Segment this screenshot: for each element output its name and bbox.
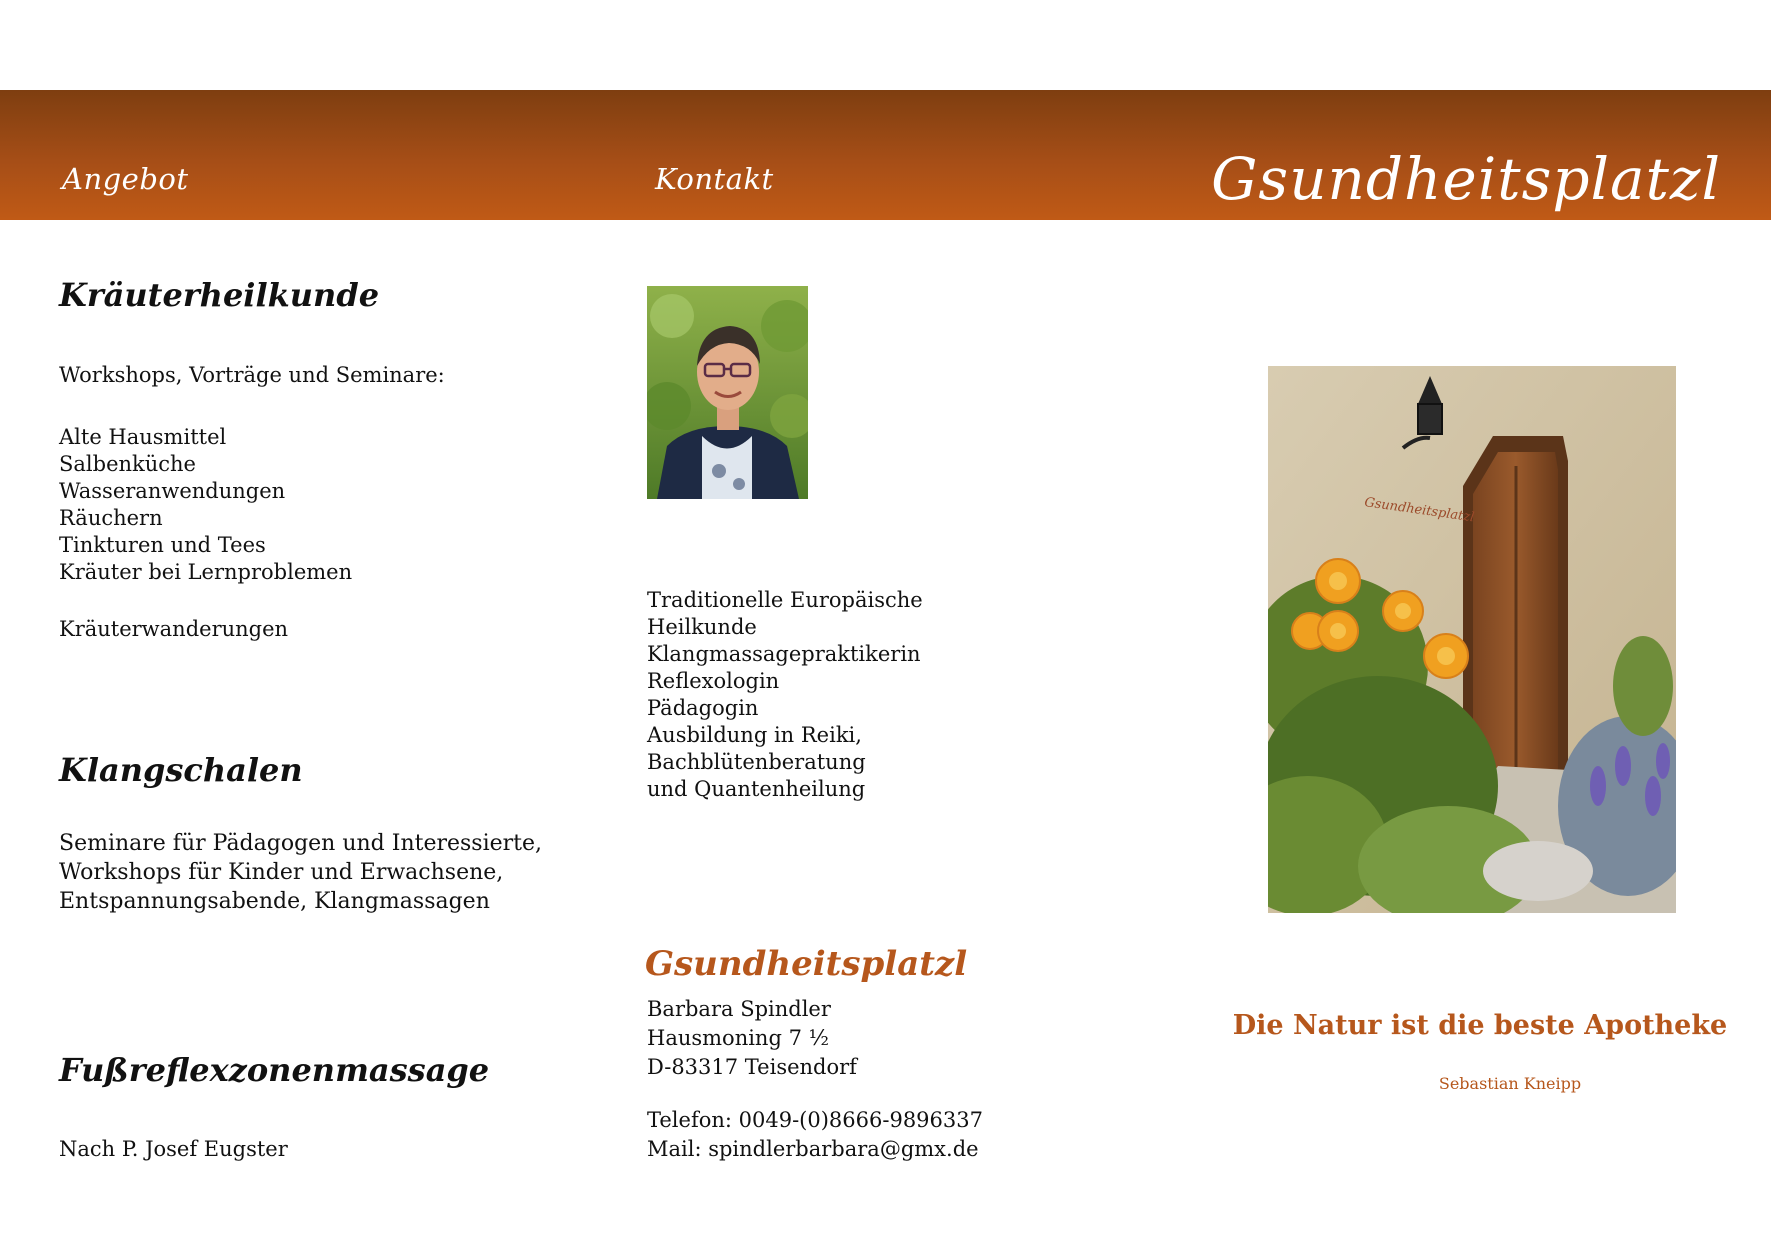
kraeuterwanderungen: Kräuterwanderungen <box>59 617 289 641</box>
text-line: Workshops für Kinder und Erwachsene, <box>59 860 504 885</box>
list-item: Räuchern <box>59 506 163 530</box>
fussreflex-text: Nach P. Josef Eugster <box>59 1137 288 1161</box>
heading-fussreflexzonenmassage: Fußreflexzonenmassage <box>59 1051 490 1089</box>
contact-address <box>647 995 857 1082</box>
contact-mail[interactable]: Mail: spindlerbarbara@gmx.de <box>647 1137 979 1161</box>
kraeuter-intro: Workshops, Vorträge und Seminare: <box>59 363 445 387</box>
wall-sign-text: Gsundheitsplatzl <box>1363 495 1476 526</box>
contact-name: Barbara Spindler <box>647 997 831 1021</box>
portrait-photo <box>647 286 808 499</box>
list-item: Reflexologin <box>647 669 780 693</box>
contact-phone: Telefon: 0049-(0)8666-9896337 <box>647 1108 983 1132</box>
contact-title: Gsundheitsplatzl <box>645 944 968 984</box>
text-line: Entspannungsabende, Klangmassagen <box>59 889 490 914</box>
portrait-image <box>647 286 808 499</box>
list-item: Pädagogin <box>647 696 759 720</box>
list-item: Alte Hausmittel <box>59 425 227 449</box>
quote-author: Sebastian Kneipp <box>1438 1074 1582 1093</box>
list-item: Ausbildung in Reiki, <box>647 723 862 747</box>
list-item: Traditionelle Europäische <box>647 588 923 612</box>
kraeuter-list <box>59 424 352 586</box>
contact-reach <box>647 1106 983 1164</box>
qualifications-list <box>647 587 923 803</box>
list-item: Salbenküche <box>59 452 196 476</box>
contact-street: Hausmoning 7 ½ <box>647 1026 829 1050</box>
list-item: Klangmassagepraktikerin <box>647 642 921 666</box>
list-item: und Quantenheilung <box>647 777 866 801</box>
nav-angebot[interactable]: Angebot <box>62 162 189 196</box>
entrance-photo <box>1268 366 1676 913</box>
heading-klangschalen: Klangschalen <box>59 751 303 789</box>
list-item: Bachblütenberatung <box>647 750 866 774</box>
text-line: Seminare für Pädagogen und Interessierte, <box>59 831 543 856</box>
list-item: Kräuter bei Lernproblemen <box>59 560 353 584</box>
list-item: Tinkturen und Tees <box>59 533 266 557</box>
klangschalen-text <box>59 829 542 916</box>
list-item: Wasseranwendungen <box>59 479 286 503</box>
entrance-image <box>1268 366 1676 913</box>
quote-text: Die Natur ist die beste Apotheke <box>1232 1010 1728 1041</box>
nav-kontakt[interactable]: Kontakt <box>655 162 774 196</box>
heading-kraeuterheilkunde: Kräuterheilkunde <box>59 276 380 314</box>
list-item: Heilkunde <box>647 615 757 639</box>
contact-city: D-83317 Teisendorf <box>647 1055 857 1079</box>
brand-title: Gsundheitsplatzl <box>1211 145 1721 213</box>
